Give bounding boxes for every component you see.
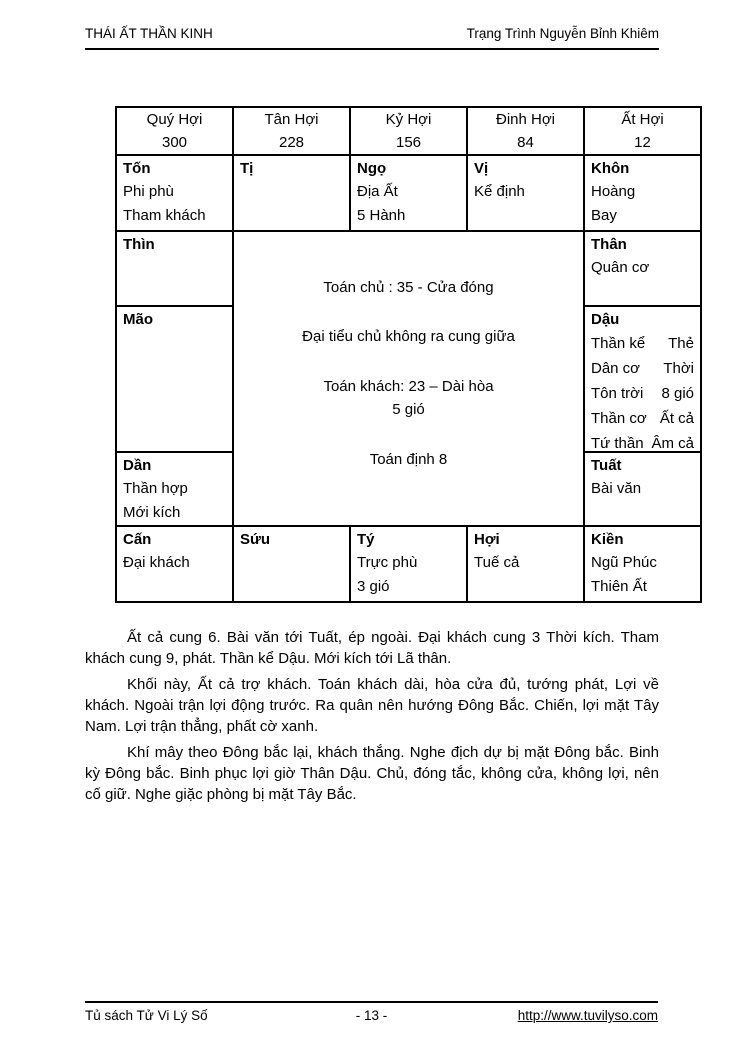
dau-pair-row — [591, 431, 694, 452]
pair-right: Thẻ — [668, 335, 694, 352]
gio-line: 5 gió — [392, 401, 425, 418]
year-cell-at-hoi — [584, 107, 701, 155]
cell-ton — [116, 155, 233, 231]
cell-line: 3 gió — [357, 578, 390, 595]
page-footer — [85, 1001, 658, 1024]
cell-line: Trực phù — [357, 554, 418, 571]
body-paragraph: Ất cả cung 6. Bài văn tới Tuất, ép ngoài. Đại khách cung 3 Thời kích. Tham khách cung 9, phát. Thần kể Dậu. Mới kích tới Lã thân. — [85, 629, 659, 667]
cell-line: Tham khách — [123, 207, 206, 224]
cell-line: Quân cơ — [591, 259, 650, 276]
cell-title: Thìn — [123, 236, 155, 253]
year-cell-tan-hoi — [233, 107, 350, 155]
cell-line: Bay — [591, 207, 617, 224]
cell-dau — [584, 306, 701, 452]
author-name: Trạng Trình Nguyễn Bỉnh Khiêm — [466, 26, 659, 41]
cell-line: Đại khách — [123, 554, 190, 571]
toan-khach-line: Toán khách: 23 – Dài hòa — [323, 378, 494, 395]
toan-chu-line: Toán chủ : 35 - Cửa đóng — [323, 279, 494, 296]
cell-khon — [584, 155, 701, 231]
pair-right: Âm cả — [651, 435, 694, 452]
dau-pair-row — [591, 331, 694, 356]
cell-line: Mới kích — [123, 504, 181, 521]
year-value: 300 — [161, 134, 188, 151]
cell-suu — [233, 526, 350, 602]
dau-pair-row — [591, 381, 694, 406]
pair-left: Tôn trời — [591, 385, 644, 402]
year-label: Kỷ Hợi — [385, 111, 432, 128]
cell-title: Khôn — [591, 160, 630, 177]
chart-center-cell — [233, 231, 584, 526]
pair-right: Thời — [663, 360, 694, 377]
cell-kien — [584, 526, 701, 602]
year-label: Quý Hợi — [146, 111, 203, 128]
cell-ti — [233, 155, 350, 231]
cell-title: Ngọ — [357, 160, 387, 177]
year-value: 228 — [278, 134, 305, 151]
cell-title: Thân — [591, 236, 627, 253]
cell-line: 5 Hành — [357, 207, 406, 224]
cell-can — [116, 526, 233, 602]
year-value: 156 — [395, 134, 422, 151]
cell-title: Dậu — [591, 311, 620, 328]
body-paragraph: Khí mây theo Đông bắc lại, khách thắng. Nghe địch dự bị mặt Đông bắc. Binh kỳ Đông bắc. Binh phục lợi giờ Thân Dậu. Chủ, đóng tắc, không cửa, không lợi, nên cố giữ. Nghe giặc phòng bị mặt Tây Bắc. — [85, 744, 659, 803]
cell-line: Thiên Ất — [591, 578, 647, 595]
cell-ty — [350, 526, 467, 602]
cell-mao — [116, 306, 233, 452]
page-header — [85, 26, 659, 50]
cell-line: Hoàng — [591, 183, 636, 200]
cell-vi — [467, 155, 584, 231]
cell-title: Hợi — [474, 531, 500, 548]
cell-title: Mão — [123, 311, 153, 328]
cell-title: Dần — [123, 457, 152, 474]
year-cell-ky-hoi — [350, 107, 467, 155]
cell-line: Kể định — [474, 183, 525, 200]
dai-tieu-chu-line: Đại tiểu chủ không ra cung giữa — [302, 328, 515, 345]
dau-pair-row — [591, 356, 694, 381]
cell-title: Sứu — [240, 531, 271, 548]
cell-tuat — [584, 452, 701, 526]
pair-left: Thần kể — [591, 335, 646, 352]
footer-url-link[interactable]: http://www.tuvilyso.com — [517, 1008, 658, 1023]
body-text — [85, 627, 659, 810]
cell-title: Tốn — [123, 160, 151, 177]
cell-title: Tị — [240, 160, 254, 177]
cell-title: Tuất — [591, 457, 622, 474]
dau-pair-row — [591, 406, 694, 431]
cell-thin — [116, 231, 233, 306]
year-label: Tân Hợi — [264, 111, 319, 128]
cell-line: Phi phù — [123, 183, 174, 200]
year-label: Đinh Hợi — [495, 111, 556, 128]
cell-line: Tuế cả — [474, 554, 520, 571]
pair-right: Ất cả — [659, 410, 694, 427]
year-cell-dinh-hoi — [467, 107, 584, 155]
year-value: 12 — [634, 134, 651, 151]
body-paragraph: Khối này, Ất cả trợ khách. Toán khách dài, hòa cửa đủ, tướng phát, Lợi về khách. Ngoài trận lợi động trước. Ra quân nên hướng Đông Bắc. Chiến, lợi mặt Tây Nam. Lợi trận thẳng, phất cờ xanh. — [85, 676, 659, 735]
footer-page-number: - 13 - — [355, 1008, 388, 1023]
book-title: THÁI ẤT THẦN KINH — [85, 26, 213, 41]
thai-at-chart-table — [115, 106, 702, 603]
footer-series-title: Tủ sách Tử Vi Lý Số — [85, 1008, 208, 1023]
cell-hoi — [467, 526, 584, 602]
cell-title: Tý — [357, 531, 375, 548]
year-value: 84 — [517, 134, 534, 151]
cell-line: Bài văn — [591, 480, 642, 497]
pair-right: 8 gió — [661, 385, 694, 402]
cell-line: Ngũ Phúc — [591, 554, 657, 571]
cell-line: Thần hợp — [123, 480, 188, 497]
pair-left: Thần cơ — [591, 410, 647, 427]
cell-title: Kiền — [591, 531, 624, 548]
cell-ngo — [350, 155, 467, 231]
year-label: Ất Hợi — [621, 111, 664, 128]
cell-dan — [116, 452, 233, 526]
cell-title: Cấn — [123, 531, 152, 548]
cell-than — [584, 231, 701, 306]
cell-line: Địa Ất — [357, 183, 398, 200]
pair-left: Tứ thần — [591, 435, 644, 452]
toan-dinh-line: Toán định 8 — [369, 451, 448, 468]
pair-left: Dân cơ — [591, 360, 641, 377]
year-cell-quy-hoi — [116, 107, 233, 155]
cell-title: Vị — [474, 160, 489, 177]
